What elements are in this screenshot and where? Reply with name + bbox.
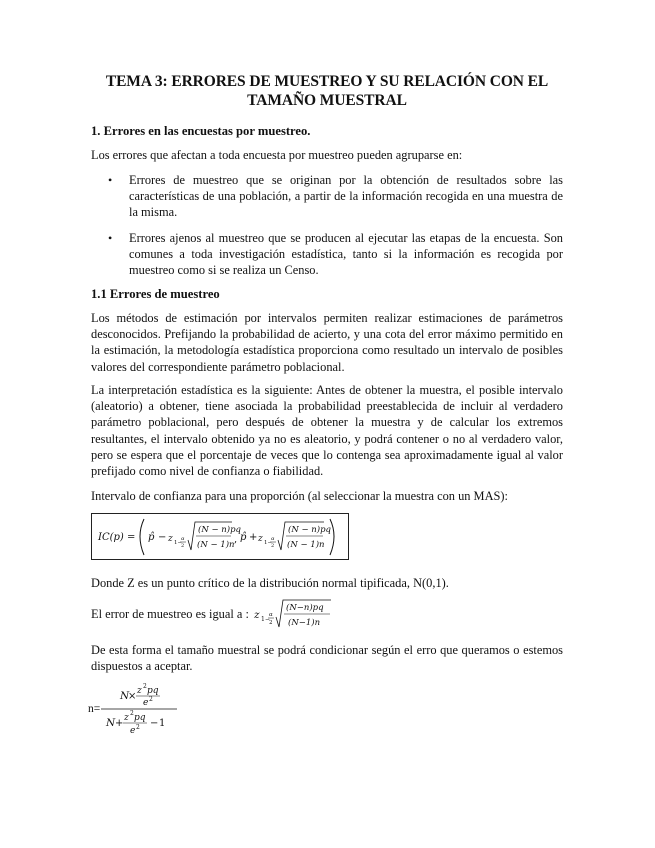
svg-text:×: × [128,691,137,702]
svg-text:N: N [120,690,130,702]
n-label: n= [88,703,101,715]
svg-text:α: α [271,536,275,542]
svg-text:2: 2 [271,543,275,549]
svg-text:(N − 1)n: (N − 1)n [197,540,235,550]
svg-text:N: N [106,717,116,729]
svg-text:+: + [115,718,124,729]
svg-text:1−: 1− [174,540,183,546]
svg-text:p̂: p̂ [148,532,155,543]
section-1-1-heading: 1.1 Errores de muestreo [91,287,220,301]
page-title: TEMA 3: ERRORES DE MUESTREO Y SU RELACIÓN CON EL TAMAÑO MUESTRAL [105,73,549,109]
svg-text:z: z [124,713,129,723]
bullet-icon: • [108,231,113,245]
sample-size-formula [88,680,180,738]
svg-text:2: 2 [130,710,135,717]
error-types-list-2 [91,230,563,279]
svg-text:,: , [234,534,238,545]
document-page [88,72,563,736]
paragraph-sampling-error [91,597,563,631]
svg-text:α: α [181,536,185,542]
svg-text:z: z [137,686,142,696]
svg-text:−: − [150,718,159,729]
list-item [91,172,563,221]
sampling-error-label: El error de muestreo es igual a : [91,606,249,621]
svg-text:(N − n)pq: (N − n)pq [198,525,241,535]
paragraph-ci-proportion: Intervalo de confianza para una proporción (al seleccionar la muestra con un MAS): [91,489,508,503]
ic-label: IC(p) = [98,532,136,543]
svg-text:e: e [130,726,136,736]
bullet-icon: • [108,173,113,187]
svg-text:(N−n)pq: (N−n)pq [285,603,324,613]
paragraph-estimation-methods: Los métodos de estimación por intervalos permiten realizar estimaciones de parámetros desconocidos. Prefijando la probabilidad de acierto, y una cota del error máximo permitido en la estimación, la metodología estadística proporciona como resultado un intervalo de posibles valores del correspondiente parámetro poblacional. [91,311,563,374]
svg-text:1−: 1− [264,540,273,546]
svg-text:(N−1)n: (N−1)n [287,618,320,628]
list-item [91,230,563,279]
svg-text:1: 1 [159,718,166,729]
svg-text:α: α [268,612,273,618]
svg-text:pq: pq [147,686,159,696]
error-types-list [91,172,563,221]
svg-text:pq: pq [134,713,146,723]
svg-text:e: e [143,698,149,708]
svg-text:2: 2 [143,683,148,690]
section-1-heading: 1. Errores en las encuestas por muestreo. [91,124,311,138]
list-item-text: Errores de muestreo que se originan por la obtención de resultados sobre las características de una población, a partir de la información recogida en una muestra de la misma. [129,173,563,220]
svg-text:1−: 1− [260,616,270,623]
list-item-text: Errores ajenos al muestreo que se producen al ejecutar las etapas de la encuesta. Son comunes a toda investigación estadística, tanto si la información es recogida por muestreo como si se realiza un Censo. [129,231,563,278]
svg-text:z: z [168,534,173,544]
svg-text:(N − 1)n: (N − 1)n [287,540,325,550]
confidence-interval-formula [91,513,349,560]
svg-text:2: 2 [181,543,185,549]
svg-text:z: z [258,534,263,544]
svg-text:p̂: p̂ [240,532,247,543]
svg-text:z: z [253,609,260,621]
paragraph-interpretation: La interpretación estadística es la siguiente: Antes de obtener la muestra, el posible intervalo (aleatorio) a obtener, tiene asociada la probabilidad preestablecida de incluir al verdadero parámetro poblacional, pero después de obtener la muestra y de calcular los extremos resultantes, el intervalo obtenido ya no es aleatorio, y podrá contener o no al verdadero valor, pero se espera que el porcentaje de veces que lo contenga sea aproximadamente igual al valor prefijado como nivel de confianza o fiabilidad. [91,383,563,479]
paragraph-z-definition: Donde Z es un punto crítico de la distribución normal tipificada, N(0,1). [91,576,449,590]
sampling-error-formula [253,597,333,631]
svg-text:2: 2 [268,620,273,626]
svg-text:2: 2 [149,696,154,703]
section-1-intro: Los errores que afectan a toda encuesta por muestreo pueden agruparse en: [91,148,463,162]
svg-text:+: + [249,532,258,543]
svg-text:(N − n)pq: (N − n)pq [288,525,331,535]
svg-text:2: 2 [136,724,141,731]
paragraph-sample-size: De esta forma el tamaño muestral se podrá condicionar según el erro que queramos o estemos dispuestos a aceptar. [91,643,563,674]
svg-text:−: − [158,532,167,543]
